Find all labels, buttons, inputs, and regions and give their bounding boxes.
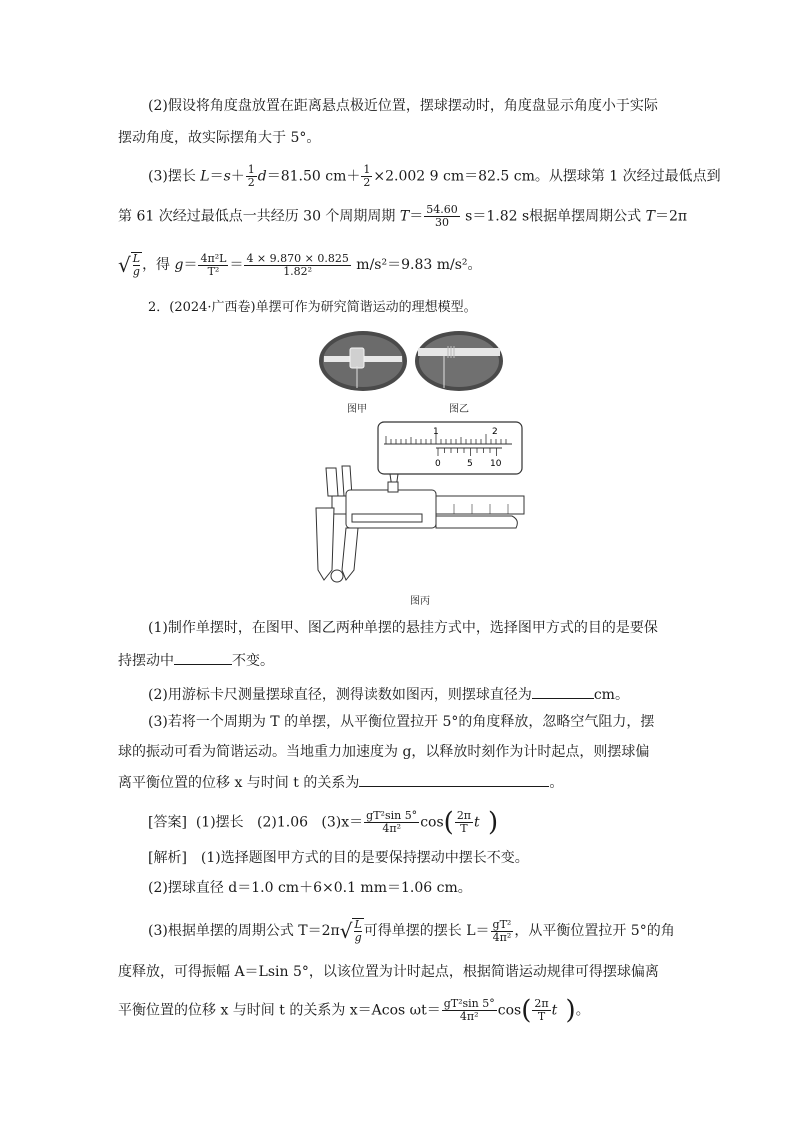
caption-fig-b: 图乙 bbox=[449, 404, 469, 415]
caption-fig-c: 图丙 bbox=[410, 596, 430, 607]
text-line: [解析] (1)选择题图甲方式的目的是要保持摆动中摆长不变。 bbox=[148, 850, 529, 866]
answer-line: [答案] (1)摆长 (2)1.06 (3)x＝ $\frac{\text{gT²sin 5°}}{\text{4π²}}$ cos( $\frac{2\pi}{T}$ t ) bbox=[148, 807, 499, 838]
formula-line: (3)根据单摆的周期公式 T＝2π√ $\frac{L}{g}$ 可得单摆的摆长 L＝ $\frac{\text{gT²}}{\text{4π²}}$ ，从平衡位置拉开 5°的角 bbox=[148, 917, 675, 944]
photo-fig-b bbox=[414, 330, 504, 392]
formula-line: 第 61 次经过最低点一共经历 30 个周期周期 T＝ $\frac{54.60}{30}$ s＝1.82 s根据单摆周期公式 T＝2π bbox=[118, 203, 688, 229]
text-line: (2)用游标卡尺测量摆球直径，测得读数如图丙，则摆球直径为 cm。 bbox=[148, 684, 629, 705]
vernier-label: 2 bbox=[492, 427, 498, 437]
answer-blank bbox=[359, 772, 549, 787]
vernier-label: 5 bbox=[467, 459, 473, 469]
text-line: 球的振动可看为简谐运动。当地重力加速度为 g，以释放时刻作为计时起点，则摆球偏 bbox=[118, 744, 650, 760]
answer-blank bbox=[174, 650, 232, 665]
text-line: (2)摆球直径 d＝1.0 cm＋6×0.1 mm＝1.06 cm。 bbox=[148, 880, 472, 896]
answer-blank bbox=[532, 684, 594, 699]
text-line: (1)制作单摆时，在图甲、图乙两种单摆的悬挂方式中，选择图甲方式的目的是要保 bbox=[148, 620, 658, 636]
text-line: 度释放，可得振幅 A＝Lsin 5°，以该位置为计时起点，根据简谐运动规律可得摆球偏离 bbox=[118, 964, 659, 980]
formula-line: (3)摆长 L＝s＋ $\frac{1}{2}$ d＝81.50 cm＋ $\frac{1}{2}$ ×2.002 9 cm＝82.5 cm。从摆球第 1 次经过最低点到 bbox=[148, 163, 721, 189]
vernier-label: 1 bbox=[433, 427, 439, 437]
photo-fig-a bbox=[318, 330, 408, 392]
text-line: 持摆动中 不变。 bbox=[118, 650, 274, 671]
vernier-label: 0 bbox=[435, 459, 441, 469]
vernier-label: 10 bbox=[490, 459, 502, 469]
text-line: 离平衡位置的位移 x 与时间 t 的关系为 。 bbox=[118, 772, 563, 793]
text-line: 摆动角度，故实际摆角大于 5°。 bbox=[118, 130, 321, 146]
vernier-caliper-diagram bbox=[306, 420, 528, 590]
formula-line: √ $\frac{L}{g}$ ，得 g＝ $\frac{\text{4π²L}}{\text{T²}}$ ＝ $\frac{4 \times 9.870 \times 0.825}{\text{1.82²}}$ m/s²＝9.83 m/s²。 bbox=[118, 251, 482, 278]
text-line: (3)若将一个周期为 T 的单摆，从平衡位置拉开 5°的角度释放，忽略空气阻力，摆 bbox=[148, 714, 655, 730]
caption-fig-a: 图甲 bbox=[347, 404, 367, 415]
text-line: (2)假设将角度盘放置在距离悬点极近位置，摆球摆动时，角度盘显示角度小于实际 bbox=[148, 98, 658, 114]
question-title: 2．(2024·广西卷)单摆可作为研究简谐运动的理想模型。 bbox=[148, 300, 477, 315]
formula-line: 平衡位置的位移 x 与时间 t 的关系为 x＝Acos ωt＝ $\frac{\text{gT²sin 5°}}{\text{4π²}}$ cos( $\frac{2\pi}{T}$ t )。 bbox=[118, 995, 590, 1026]
